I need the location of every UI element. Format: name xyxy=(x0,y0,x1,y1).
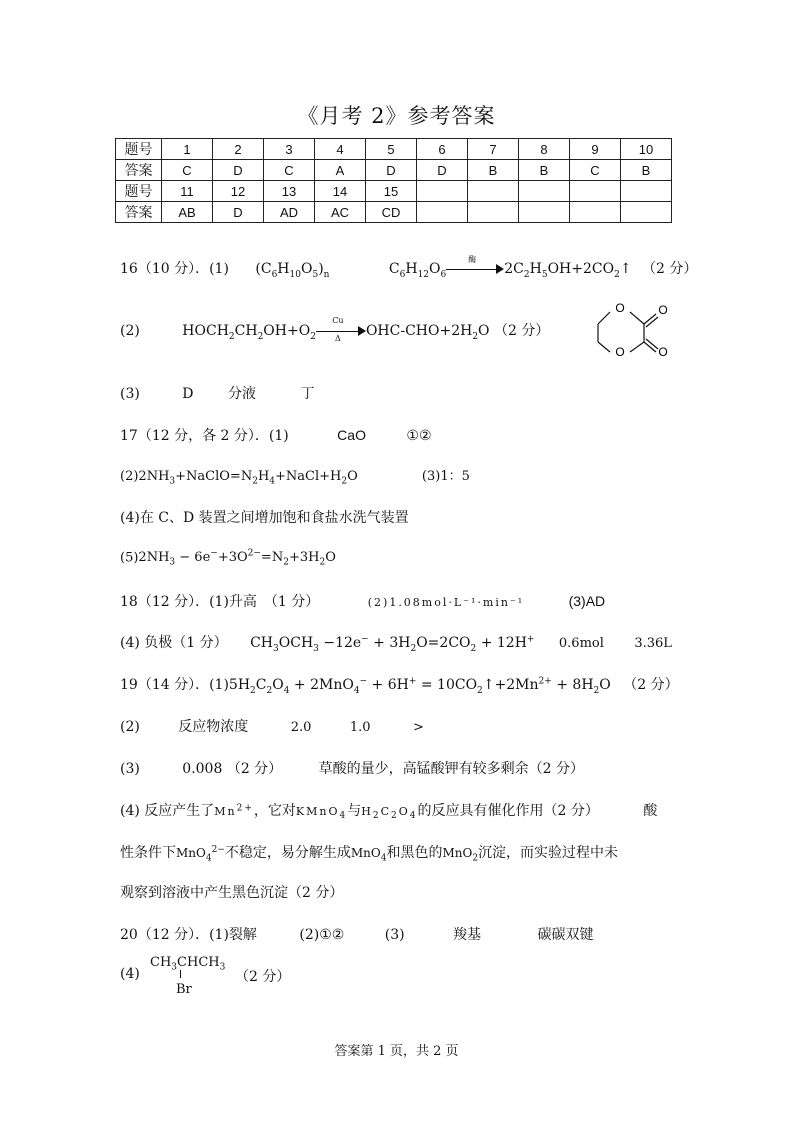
table-cell: 6 xyxy=(417,139,468,160)
row-header: 答案 xyxy=(116,160,162,181)
svg-text:O: O xyxy=(658,303,668,317)
table-cell xyxy=(621,202,672,223)
q18-head: 18（12 分）．(1)升高 （1 分） xyxy=(120,594,320,610)
q19-p3-b: 草酸的量少，高锰酸钾有较多剩余（2 分） xyxy=(318,761,584,777)
q19-p3-label: (3) xyxy=(120,761,140,777)
q20-line1 xyxy=(120,924,594,944)
svg-text:O: O xyxy=(615,345,625,359)
table-cell: 9 xyxy=(570,139,621,160)
q20-p3: (3) xyxy=(384,927,405,943)
q19-line4 xyxy=(120,800,657,821)
table-cell: D xyxy=(213,202,264,223)
reaction-arrow-icon: $\frac{Cu}{\Delta}$ xyxy=(316,326,366,336)
q16-points: （2 分） xyxy=(642,261,698,277)
q19-p4-line2-a: 性条件下 xyxy=(120,845,176,861)
q19-p4-c: 与 xyxy=(347,803,362,819)
row-header: 题号 xyxy=(116,139,162,160)
q19-mno4-2minus: MnO$_4^{2-}$ xyxy=(176,845,225,864)
table-cell xyxy=(519,181,570,202)
svg-text:O: O xyxy=(615,301,625,315)
q17-a2: ①② xyxy=(406,428,432,444)
q17-p3: (3)1：5 xyxy=(421,469,470,484)
q16-p2-label: (2) xyxy=(120,323,140,339)
svg-text:O: O xyxy=(658,345,668,359)
q19-p2-d: > xyxy=(413,720,424,735)
q19-points: （2 分） xyxy=(623,677,679,693)
q16-equation-2: $HOCH_2CH_2OH+O_2$ $\frac{Cu}{\Delta}$ OHC-$CHO+2H_2O$ xyxy=(182,316,490,343)
q16-line2 xyxy=(120,316,550,343)
table-row xyxy=(116,160,672,181)
q19-p2-c: 1.0 xyxy=(349,720,371,735)
table-cell: 14 xyxy=(315,181,366,202)
table-cell: C xyxy=(162,160,213,181)
q19-p4-line2-c: 和黑色的 xyxy=(386,845,443,861)
table-cell: 10 xyxy=(621,139,672,160)
q19-line5 xyxy=(120,842,618,863)
q19-mno4: MnO$_4$ xyxy=(350,846,387,864)
q17-p2-label: (2) xyxy=(120,469,139,484)
q19-line1 xyxy=(120,674,679,696)
reaction-arrow-icon: 酶 xyxy=(446,264,504,274)
q19-p4-line3: 观察到溶液中产生黑色沉淀（2 分） xyxy=(120,885,344,901)
table-cell: 13 xyxy=(264,181,315,202)
table-cell: C xyxy=(264,160,315,181)
struct-top: $CH_3CHCH_3$ xyxy=(150,955,226,973)
table-cell: D xyxy=(417,160,468,181)
q19-kmno4: KMnO$_4$ xyxy=(295,805,348,822)
q18-p3: (3)AD xyxy=(568,593,606,609)
table-cell xyxy=(519,202,570,223)
table-cell: B xyxy=(621,160,672,181)
q19-p4-d: 的反应具有催化作用（2 分） xyxy=(417,803,599,819)
table-cell: AC xyxy=(315,202,366,223)
table-cell: B xyxy=(468,160,519,181)
q20-p2: (2)①② xyxy=(299,927,345,943)
q16-polysaccharide-formula: $(C_6H_{10}O_5)_n$ xyxy=(255,261,330,280)
q18-mol: 0.6mol xyxy=(558,636,604,651)
q16-points-2: （2 分） xyxy=(493,323,550,339)
q16-head: 16（10 分）．(1) xyxy=(120,261,229,277)
q17-p5-label: (5) xyxy=(120,550,139,566)
q18-equation: $CH_3OCH_3 -12e^- + 3H_2O=2CO_2 + 12H^+$ xyxy=(250,634,535,654)
q16-p3-c: 丁 xyxy=(300,386,315,402)
q20-head: 20（12 分）．(1)裂解 xyxy=(120,927,257,943)
q19-p4-line2-b: 不稳定，易分解生成 xyxy=(224,845,351,861)
table-cell xyxy=(621,181,672,202)
q17-p4: (4)在 C、D 装置之间增加饱和食盐水洗气装置 xyxy=(120,510,409,526)
q20-p3-a: 羧基 xyxy=(453,927,482,943)
q19-p4-b: ，它对 xyxy=(253,803,296,819)
row-header: 答案 xyxy=(116,202,162,223)
q19-p4-line2-d: 沉淀，而实验过程中未 xyxy=(478,845,619,861)
table-cell xyxy=(468,181,519,202)
table-cell: A xyxy=(315,160,366,181)
table-cell: D xyxy=(366,160,417,181)
table-cell: C xyxy=(570,160,621,181)
q16-p3-label: (3) xyxy=(120,386,140,402)
q16-p3-b: 分液 xyxy=(227,386,256,402)
struct-br: Br xyxy=(176,981,192,997)
q16-equation-1: $C_6H_{12}O_6$ 酶 $2C_2H_5OH+2CO_2↑$ xyxy=(388,255,632,280)
q18-line1 xyxy=(120,591,605,611)
table-cell: 12 xyxy=(213,181,264,202)
q20-p4-points: （2 分） xyxy=(235,969,291,985)
q17-line5 xyxy=(120,549,336,568)
table-row xyxy=(116,202,672,223)
q20-p3-b: 碳碳双键 xyxy=(537,927,594,943)
table-cell: AB xyxy=(162,202,213,223)
q18-line2 xyxy=(120,632,672,654)
table-cell: AD xyxy=(264,202,315,223)
q19-p2-b: 2.0 xyxy=(290,720,312,735)
q19-line2 xyxy=(120,716,424,736)
table-cell: 2 xyxy=(213,139,264,160)
table-cell: 5 xyxy=(366,139,417,160)
dioxanedione-structure-icon xyxy=(590,290,680,370)
table-cell xyxy=(417,181,468,202)
q19-p3-a: 0.008 （2 分） xyxy=(182,761,283,777)
q19-line3 xyxy=(120,758,584,778)
bond-line-icon xyxy=(180,970,181,978)
q17-head: 17（12 分，各 2 分）．(1) xyxy=(120,428,289,444)
q19-mno2: MnO$_2$ xyxy=(442,846,479,864)
table-cell xyxy=(570,202,621,223)
answer-table xyxy=(115,138,672,223)
q19-p2-label: (2) xyxy=(120,719,140,735)
table-cell: 15 xyxy=(366,181,417,202)
table-cell: 1 xyxy=(162,139,213,160)
page-footer: 答案第 1 页，共 2 页 xyxy=(334,1044,459,1059)
q20-p4-label: (4) xyxy=(120,966,140,982)
table-cell: 8 xyxy=(519,139,570,160)
q16-p3-a: D xyxy=(182,386,194,402)
table-cell: 7 xyxy=(468,139,519,160)
table-row xyxy=(116,139,672,160)
q19-mn-ion: $Mn^{2+}$ xyxy=(214,803,254,818)
table-cell: CD xyxy=(366,202,417,223)
q17-electrode-equation: $2NH_3 - 6e^-+3O^{2-}=N_2+3H_2O$ xyxy=(138,549,336,568)
q19-h2c2o4: $H_2C_2O_4$ xyxy=(361,805,418,822)
bromopropane-structure xyxy=(150,955,225,998)
row-header: 题号 xyxy=(116,181,162,202)
q19-p2-a: 反应物浓度 xyxy=(178,719,249,735)
table-row xyxy=(116,181,672,202)
table-cell xyxy=(468,202,519,223)
q19-p4-a: (4) 反应产生了 xyxy=(120,803,215,819)
q16-line1 xyxy=(120,255,698,280)
table-cell: 4 xyxy=(315,139,366,160)
q19-head: 19（14 分）．(1) xyxy=(120,677,229,693)
q18-vol: 3.36L xyxy=(634,636,672,651)
q16-line3 xyxy=(120,383,314,403)
q17-line1 xyxy=(120,425,432,445)
table-cell: D xyxy=(213,160,264,181)
q17-equation: $2NH_3+NaClO=N_2H_4+NaCl+H_2O$ xyxy=(138,469,358,487)
q17-a1: CaO xyxy=(337,427,366,443)
q18-p2: (2)1.08mol·L⁻¹·min⁻¹ xyxy=(367,596,525,609)
q18-p4: (4) 负极（1 分） xyxy=(120,635,228,651)
q19-equation: $5H_2C_2O_4 + 2MnO_4^- + 6H^+$ = $10CO_2↑+2Mn^{2+} + 8H_2O$ xyxy=(228,676,611,696)
q17-line2 xyxy=(120,465,470,487)
table-cell xyxy=(417,202,468,223)
table-cell: 11 xyxy=(162,181,213,202)
table-cell: 3 xyxy=(264,139,315,160)
page-title: 《月考 2》参考答案 xyxy=(297,104,496,128)
q19-p4-e: 酸 xyxy=(643,803,658,819)
table-cell xyxy=(570,181,621,202)
table-cell: B xyxy=(519,160,570,181)
